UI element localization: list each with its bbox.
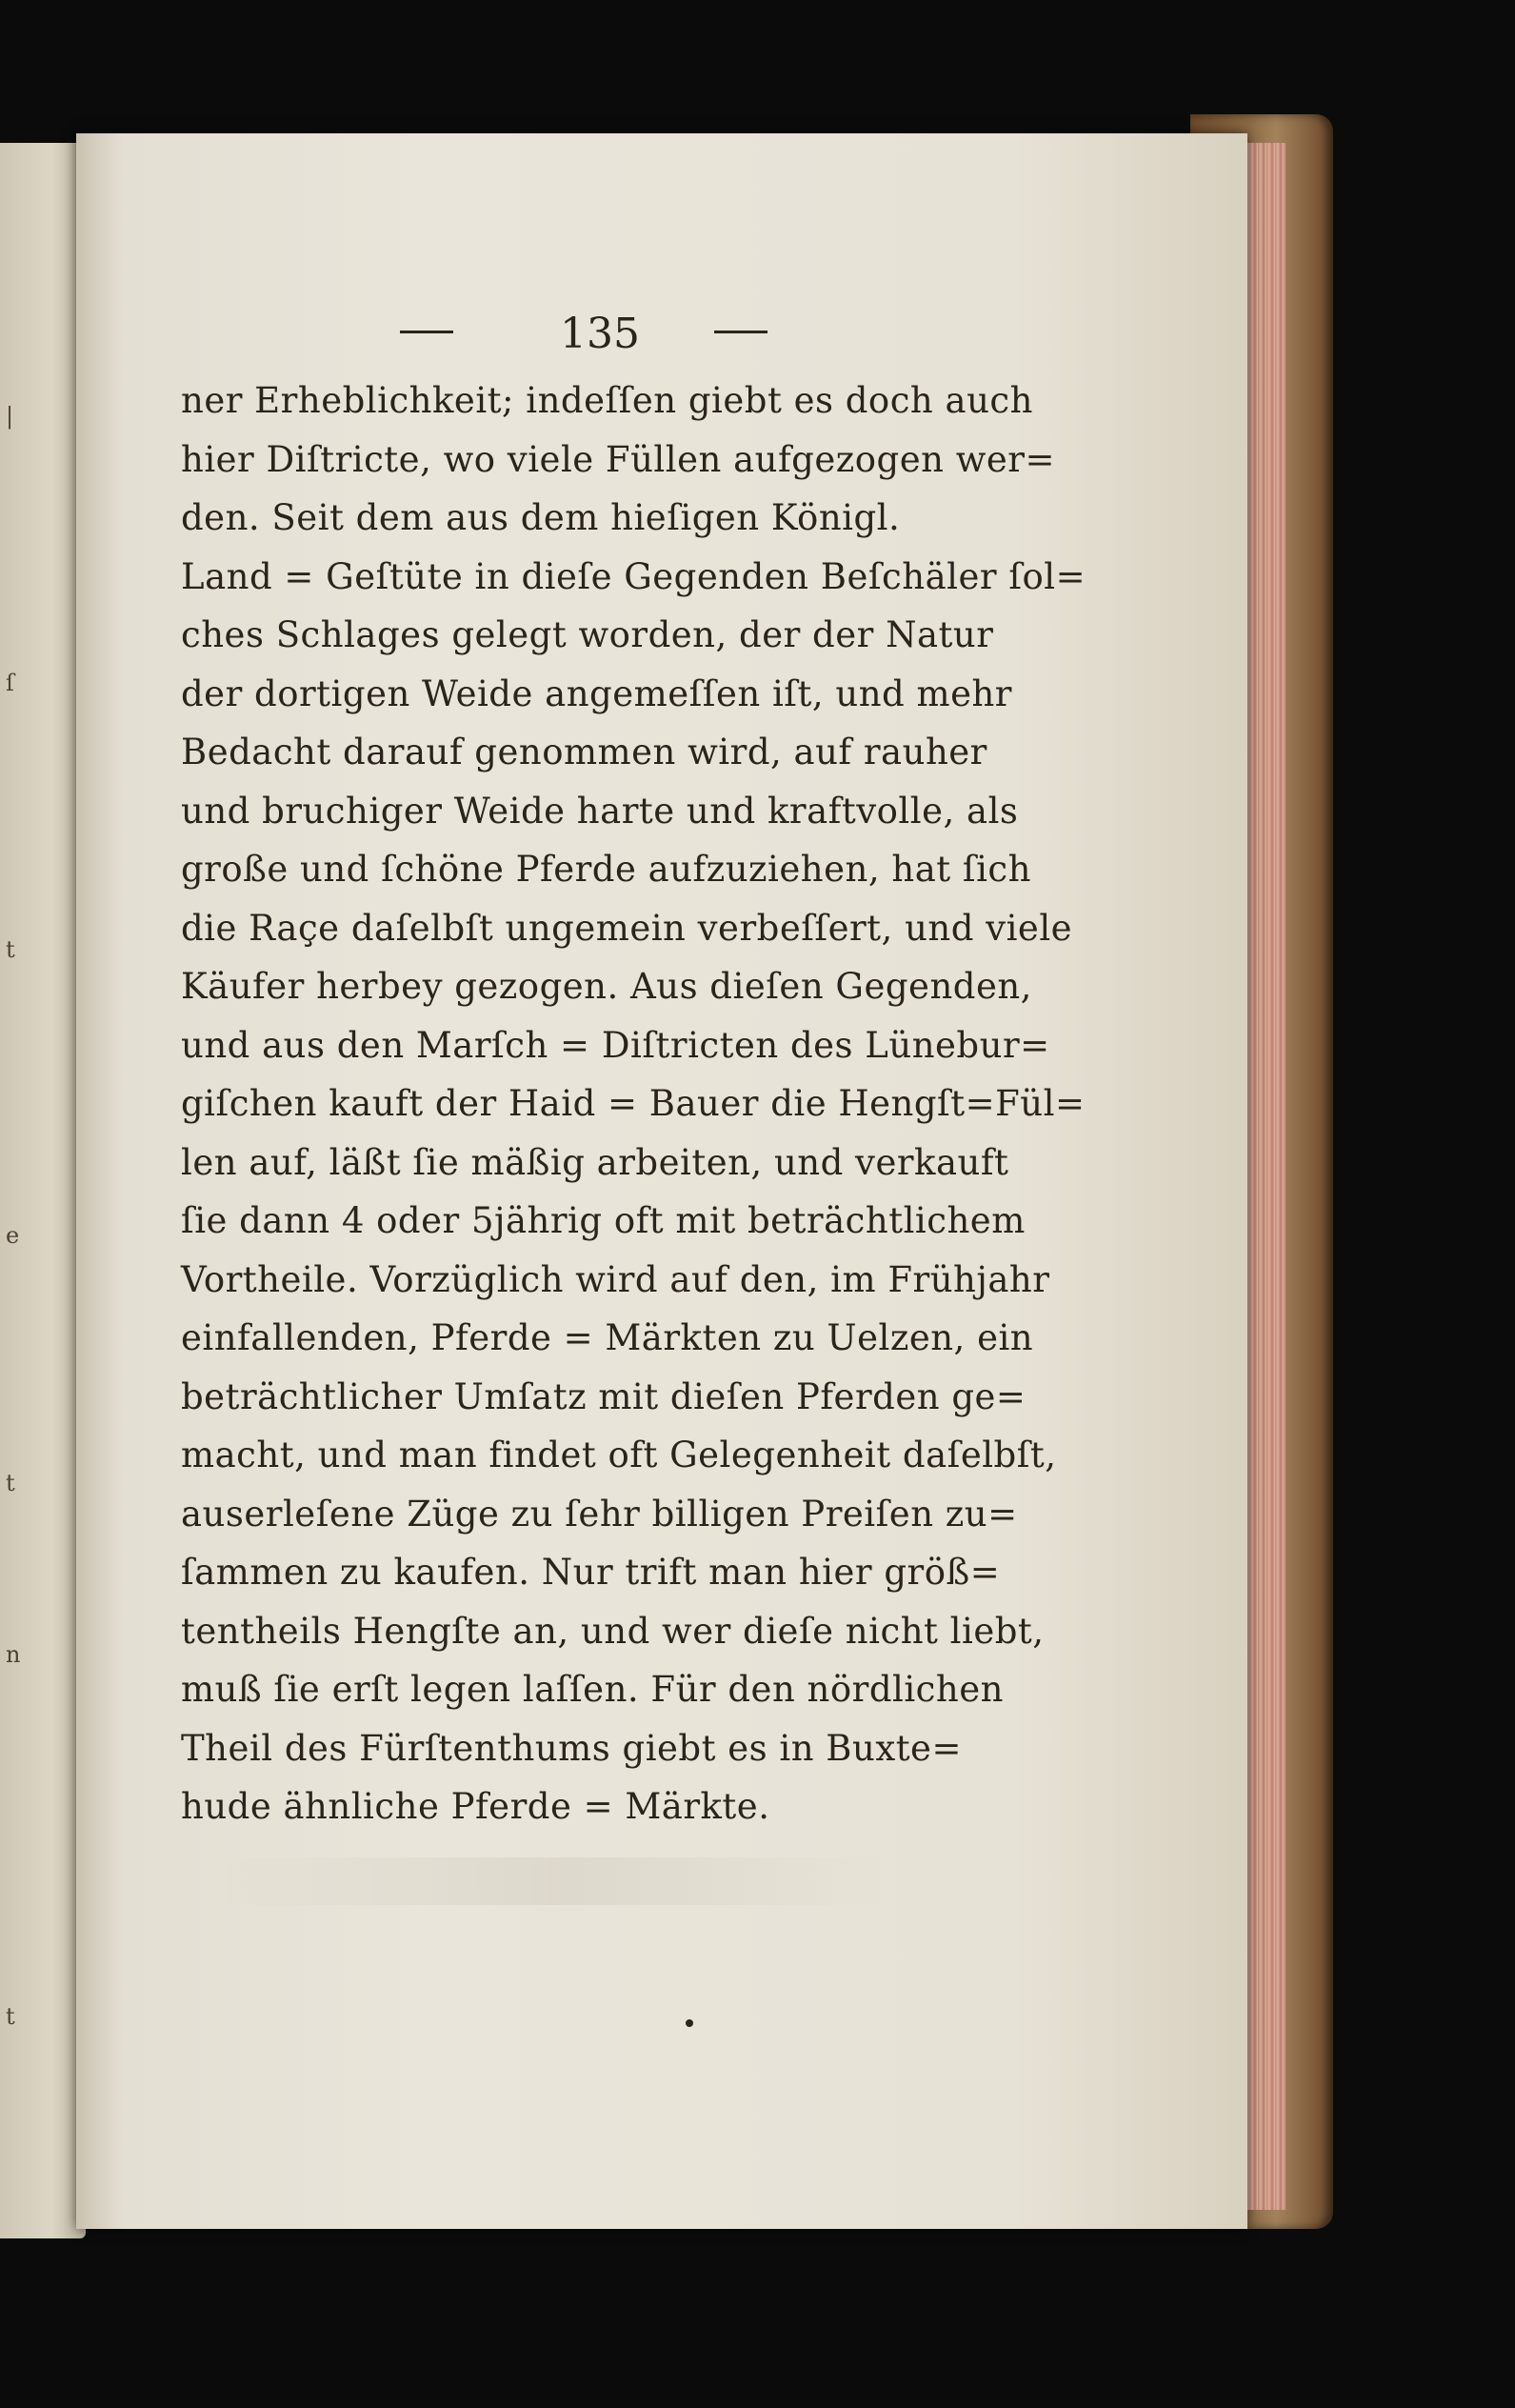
header-dash-right [714, 331, 767, 333]
text-line: und aus den Marſch = Diſtricten des Lünebur= [181, 1024, 1050, 1066]
text-line: Theil des Fürſtenthums giebt es in Buxte= [181, 1727, 962, 1769]
ink-dot [686, 2019, 693, 2027]
text-line: macht, und man findet oft Gelegenheit daſelbſt, [181, 1435, 1057, 1475]
text-line: ſie dann 4 oder 5jährig oft mit beträchtlichem [181, 1200, 1026, 1241]
text-line: einfallenden, Pferde = Märkten zu Uelzen, ein [181, 1317, 1034, 1358]
text-line: Bedacht darauf genommen wird, auf rauher [181, 732, 987, 773]
text-line: muß ſie erſt legen laſſen. Für den nördlichen [181, 1669, 1004, 1710]
text-line: auserleſene Züge zu ſehr billigen Preiſen zu= [181, 1493, 1018, 1535]
bleed-through-text [219, 1857, 886, 1905]
text-line: len auf, läßt ſie mäßig arbeiten, und verkauft [181, 1141, 1009, 1183]
text-line: der dortigen Weide angemeſſen iſt, und mehr [181, 672, 1012, 714]
text-line: Käufer herbey gezogen. Aus dieſen Gegenden, [181, 966, 1032, 1007]
text-line: die Raçe daſelbſt ungemein verbeſſert, und viele [181, 907, 1073, 949]
header-dash-left [400, 331, 453, 333]
page-number: 135 [560, 310, 640, 358]
text-line: hude ähnliche Pferde = Märkte. [181, 1786, 770, 1827]
text-line: hier Diſtricte, wo viele Füllen aufgezogen wer= [181, 438, 1055, 480]
page-header [381, 310, 781, 367]
body-text [181, 371, 1086, 1836]
text-line: ner Erheblichkeit; indeſſen giebt es doch auch [181, 380, 1033, 421]
text-line: ſammen zu kaufen. Nur trift man hier größ= [181, 1552, 1001, 1593]
text-line: den. Seit dem aus dem hieſigen Königl. [181, 497, 901, 538]
text-line: große und ſchöne Pferde aufzuziehen, hat ſich [181, 849, 1031, 890]
text-line: Land = Geſtüte in dieſe Gegenden Beſchäler ſol= [181, 555, 1086, 597]
text-line: Vortheile. Vorzüglich wird auf den, im Frühjahr [181, 1258, 1050, 1300]
text-line: und bruchiger Weide harte und kraftvolle, als [181, 790, 1019, 832]
text-line: tentheils Hengſte an, und wer dieſe nicht liebt, [181, 1610, 1045, 1652]
text-line: beträchtlicher Umſatz mit dieſen Pferden ge= [181, 1375, 1027, 1417]
text-line: giſchen kauft der Haid = Bauer die Hengſt=Fül= [181, 1083, 1086, 1124]
text-line: ches Schlages gelegt worden, der der Natur [181, 614, 994, 655]
previous-page-edge: | ſ t e t n t [0, 143, 86, 2238]
